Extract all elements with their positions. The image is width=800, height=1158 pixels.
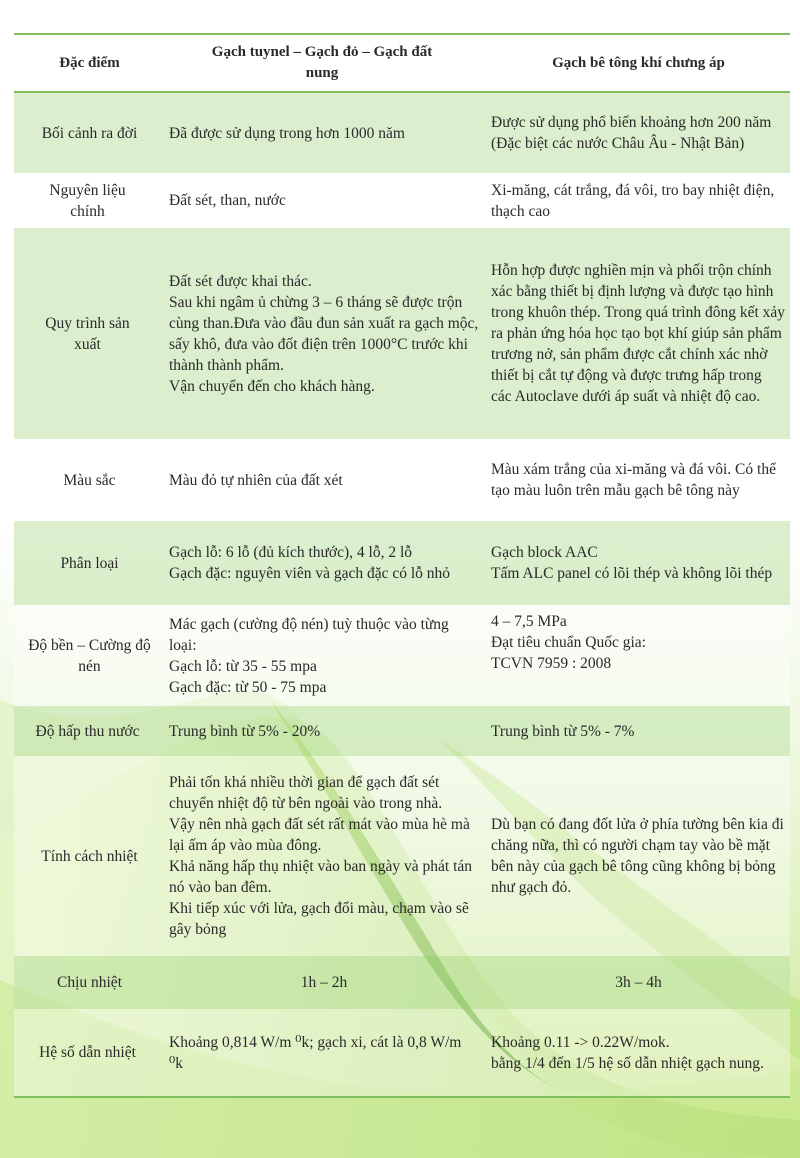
cell-text: Đất sét, than, nước [169,192,286,209]
cell-text: Màu xám trắng của xi-măng và đá vôi. Có thể tạo màu luôn trên mẫu gạch bê tông này [491,461,776,499]
cell-text: Mác gạch (cường độ nén) tuỳ thuộc vào từng loại: [169,615,449,654]
row-label: Quy trình sản xuất [14,228,161,439]
table-row [14,756,790,956]
aac-cell [483,1009,790,1097]
table-header-row [14,34,790,92]
header-feature: Đặc điểm [14,34,161,92]
aac-cell [483,92,790,173]
aac-cell [483,173,790,228]
table-row [14,439,790,521]
row-label: Độ bền – Cường độ nén [14,605,161,706]
cell-text: Gạch lỗ: 6 lỗ (đủ kích thước), 4 lỗ, 2 lỗ [169,544,413,561]
table-row [14,92,790,173]
header-aac-brick: Gạch bê tông khí chưng áp [483,34,790,92]
cell-text: Gạch đặc: từ 50 - 75 mpa [169,678,327,696]
cell-text: TCVN 7959 : 2008 [491,655,612,672]
cell-text: Đã được sử dụng trong hơn 1000 năm [169,124,405,142]
row-label: Màu sắc [14,439,161,521]
aac-cell [483,706,790,756]
table-row [14,228,790,439]
cell-text: bằng 1/4 đến 1/5 hệ số dẫn nhiệt gạch nung. [491,1054,764,1072]
cell-text: Màu đỏ tự nhiên của đất xét [169,471,343,489]
row-label: Phân loại [14,521,161,605]
aac-cell [483,439,790,521]
cell-text: Đất sét được khai thác. [169,272,312,290]
clay-cell [161,605,483,706]
header-clay-brick: Gạch tuynel – Gạch đỏ – Gạch đất nung [161,34,483,92]
cell-text: 4 – 7,5 MPa [491,613,567,630]
cell-text: Gạch đặc: nguyên viên và gạch đặc có lỗ nhỏ [169,565,451,582]
clay-cell [161,173,483,228]
cell-text: Khoảng 0,814 W/m ⁰k; gạch xi, cát là 0,8 W/m ⁰k [169,1033,462,1072]
table-row [14,956,790,1009]
aac-cell [483,756,790,956]
row-label: Chịu nhiệt [14,956,161,1009]
table-row [14,706,790,756]
row-label: Độ hấp thu nước [14,706,161,756]
clay-cell [161,92,483,173]
cell-text: 3h – 4h [615,974,662,991]
table-row [14,521,790,605]
cell-text: 1h – 2h [300,974,348,991]
table-row [14,1009,790,1097]
cell-text: Tấm ALC panel có lõi thép và không lõi thép [491,565,773,582]
cell-text: Hỗn hợp được nghiền mịn và phối trộn chính xác bằng thiết bị định lượng và được tạo hình trong khuôn thép. Trong quá trình đông kết xảy ra phản ứng hóa học tạo bọt khí giúp sản phẩm trương nở, sản phẩm được cắt chính xác nhờ thiết bị cắt tự động và được trưng hấp trong các Autoclave dưới áp suất và nhiệt độ cao. [491,262,786,405]
cell-text: Vậy nên nhà gạch đất sét rất mát vào mùa hè mà lại ấm áp vào mùa đông. [169,816,470,854]
row-label: Bối cảnh ra đời [14,92,161,173]
clay-cell [161,521,483,605]
aac-cell [483,605,790,706]
aac-cell [483,228,790,439]
cell-text: Gạch lỗ: từ 35 - 55 mpa [169,657,317,675]
table-row [14,173,790,228]
aac-cell [483,956,790,1009]
cell-text: Khoảng 0.11 -> 0.22W/mok. [491,1033,670,1051]
cell-text: Vận chuyển đến cho khách hàng. [169,377,375,395]
row-label: Tính cách nhiệt [14,756,161,956]
clay-cell [161,706,483,756]
cell-text: Phải tốn khá nhiều thời gian để gạch đất sét chuyển nhiệt độ từ bên ngoài vào trong nhà. [169,774,443,812]
clay-cell [161,228,483,439]
clay-cell [161,956,483,1009]
table-row [14,605,790,706]
aac-cell [483,521,790,605]
clay-cell [161,439,483,521]
clay-cell [161,756,483,956]
cell-text: Xi-măng, cát trắng, đá vôi, tro bay nhiệt điện, thạch cao [491,181,775,220]
cell-text: Trung bình từ 5% - 20% [169,722,321,740]
row-label: Nguyên liệu chính [14,173,161,228]
cell-text: Khả năng hấp thụ nhiệt vào ban ngày và phát tán nó vào ban đêm. [169,858,473,896]
comparison-table [14,33,790,1098]
cell-text: Đạt tiêu chuẩn Quốc gia: [491,634,646,651]
cell-text: Được sử dụng phổ biến khoảng hơn 200 năm (Đặc biệt các nước Châu Âu - Nhật Bản) [491,114,772,152]
row-label: Hệ số dẫn nhiệt [14,1009,161,1097]
comparison-table-container [14,33,790,1098]
cell-text: Gạch block AAC [491,544,598,561]
cell-text: Sau khi ngâm ủ chừng 3 – 6 tháng sẽ được trộn cùng than.Đưa vào đầu đun sản xuất ra gạch mộc, sấy khô, đưa vào đốt điện trên 1000°C trước khi thành thành phẩm. [169,293,479,374]
cell-text: Dù bạn có đang đốt lửa ở phía tường bên kia đi chăng nữa, thì có người chạm tay vào bề mặt bên này của gạch bê tông cũng không bị bỏng như gạch đỏ. [491,816,784,896]
cell-text: Khi tiếp xúc với lửa, gạch đổi màu, chạm vào sẽ gây bỏng [169,900,469,938]
clay-cell [161,1009,483,1097]
cell-text: Trung bình từ 5% - 7% [491,722,635,740]
